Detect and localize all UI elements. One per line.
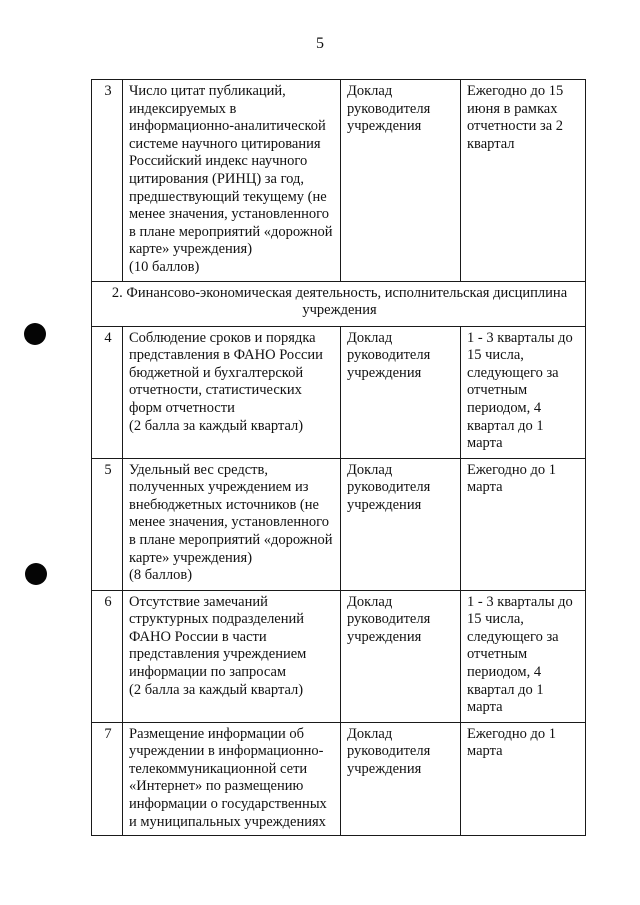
deadline-cell: Ежегодно до 1 марта <box>461 458 586 590</box>
report-cell: Доклад руководителя учреждения <box>341 326 461 458</box>
page-number: 5 <box>316 35 324 52</box>
criterion-cell: Отсутствие замечаний структурных подразделений ФАНО России в части представления учреждением информации по запросам (2 балла за каждый квартал) <box>123 590 341 722</box>
section-title: 2. Финансово-экономическая деятельность, исполнительская дисциплина учреждения <box>92 281 586 326</box>
criterion-cell: Число цитат публикаций, индексируемых в информационно-аналитической системе научного цитирования Российский индекс научного цитирования (РИНЦ) за год, предшествующий текущему (не менее значения, установленного в плане мероприятий «дорожной карте» учреждения) (10 баллов) <box>123 80 341 282</box>
row-number: 4 <box>92 326 123 458</box>
criterion-cell: Размещение информации об учреждении в информационно-телекоммуникационной сети «Интернет» по размещению информации о государственных и муниципальных учреждениях <box>123 722 341 836</box>
table-row <box>92 722 586 836</box>
row-number: 3 <box>92 80 123 282</box>
row-number: 5 <box>92 458 123 590</box>
report-cell: Доклад руководителя учреждения <box>341 590 461 722</box>
punch-hole <box>25 563 47 585</box>
table-row <box>92 590 586 722</box>
report-cell: Доклад руководителя учреждения <box>341 80 461 282</box>
deadline-cell: Ежегодно до 15 июня в рамках отчетности за 2 квартал <box>461 80 586 282</box>
punch-hole <box>24 323 46 345</box>
criterion-cell: Соблюдение сроков и порядка представления в ФАНО России бюджетной и бухгалтерской отчетности, статистических форм отчетности (2 балла за каждый квартал) <box>123 326 341 458</box>
table-row <box>92 326 586 458</box>
report-cell: Доклад руководителя учреждения <box>341 722 461 836</box>
table-row <box>92 80 586 282</box>
section-header-row <box>92 281 586 326</box>
table-row <box>92 458 586 590</box>
criterion-cell: Удельный вес средств, полученных учреждением из внебюджетных источников (не менее значения, установленного в плане мероприятий «дорожной карте» учреждения) (8 баллов) <box>123 458 341 590</box>
deadline-cell: Ежегодно до 1 марта <box>461 722 586 836</box>
deadline-cell: 1 - 3 кварталы до 15 числа, следующего за отчетным периодом, 4 квартал до 1 марта <box>461 326 586 458</box>
row-number: 7 <box>92 722 123 836</box>
criteria-table <box>91 79 586 836</box>
row-number: 6 <box>92 590 123 722</box>
report-cell: Доклад руководителя учреждения <box>341 458 461 590</box>
deadline-cell: 1 - 3 кварталы до 15 числа, следующего за отчетным периодом, 4 квартал до 1 марта <box>461 590 586 722</box>
